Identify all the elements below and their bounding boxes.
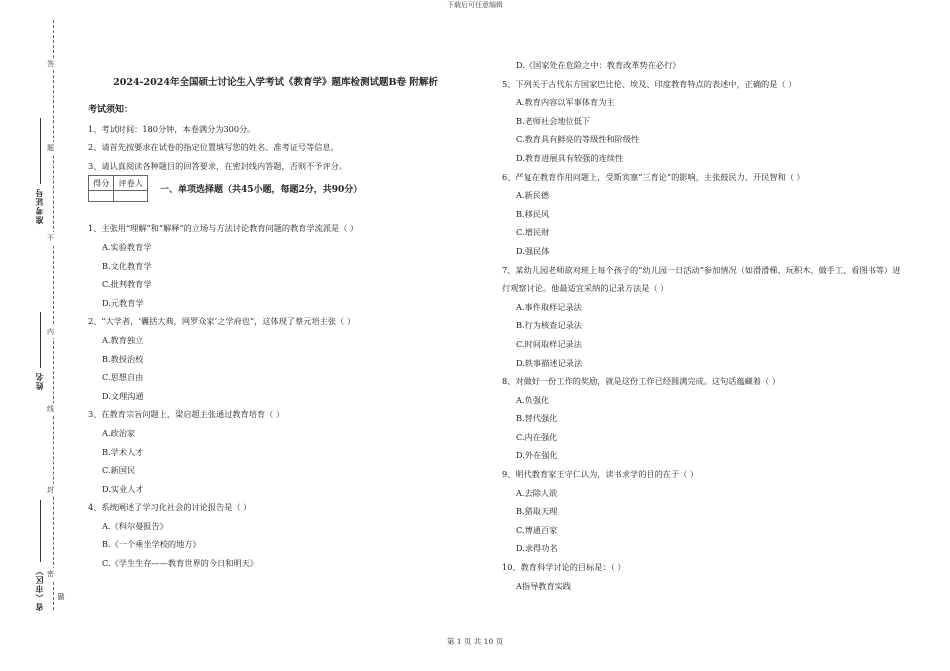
seal-char-mi: 密 [47, 570, 54, 578]
option: A.事件取样记录法 [516, 301, 582, 312]
binding-margin [0, 0, 70, 671]
option: B.老师社会地位低下 [516, 115, 591, 126]
option: D.文理沟通 [102, 390, 144, 401]
seal-char-ti-bottom: 题 [57, 592, 65, 600]
option: A.教育内容以军事体育为主 [516, 97, 615, 108]
option: B.学术人才 [102, 446, 144, 457]
seal-char-ti: 题 [47, 144, 54, 152]
seal-char-feng: 封 [47, 486, 54, 494]
score-cell-label: 得分 [89, 176, 114, 191]
option: C.新国民 [102, 465, 136, 476]
notice-heading: 考试须知： [88, 105, 134, 115]
option: B.猎取天理 [516, 506, 558, 517]
top-note: 下载后可任意编辑 [447, 1, 503, 9]
seal-line [53, 20, 54, 610]
question-text: 6、严复在教育作用问题上，受斯宾塞“三育论”的影响，主张鼓民力、开民智和（ ） [502, 171, 805, 182]
option: B.文化教育学 [102, 260, 152, 271]
option: C.《学生生存——教育世界的今日和明天》 [102, 558, 258, 569]
right-column [502, 56, 907, 595]
region-label: 省（市区） [34, 566, 44, 611]
option: C.博通百家 [516, 524, 558, 535]
option: C.批判教育学 [102, 279, 152, 290]
option: D.教育进展具有较强的连续性 [516, 152, 624, 163]
question-text: 1、主张用“理解”和“解释”的立场与方法讨论教育问题的教育学流派是（ ） [88, 223, 359, 234]
question-text: 2、“大学者，‘囊括大典，网罗众家’之学府也”，这体现了蔡元培主张（ ） [88, 316, 356, 327]
option: A.教育独立 [102, 334, 144, 345]
option: A.负强化 [516, 394, 550, 405]
option: B.替代强化 [516, 413, 558, 424]
grader-cell-label: 评卷人 [114, 176, 148, 191]
option: D.轶事描述记录法 [516, 357, 583, 368]
option: A.政治家 [102, 427, 136, 438]
score-section [88, 175, 463, 207]
ticket-number-label: 准考证号 [34, 188, 44, 224]
option: A.去除人欲 [516, 487, 558, 498]
option: B.行为核查记录法 [516, 320, 582, 331]
seal-char-da: 答 [47, 60, 54, 68]
notice-item: 2、请首先按要求在试卷的指定位置填写您的姓名、准考证号等信息。 [88, 142, 339, 153]
question-text: 5、下列关于古代东方国家巴比伦、埃及、印度教育特点的表述中，正确的是（ ） [502, 78, 797, 89]
option: C.时间取样记录法 [516, 338, 582, 349]
option: A.实验教育学 [102, 241, 152, 252]
option: C.教育具有鲜亮的等级性和阶级性 [516, 134, 640, 145]
left-question-list [88, 219, 463, 572]
option: C.思想自由 [102, 372, 144, 383]
notice-item: 1、考试时间：180分钟，本卷满分为300分。 [88, 123, 256, 134]
section-heading: 一、单项选择题（共45小题，每题2分，共90分） [159, 185, 363, 196]
exam-title: 2024-2024年全国硕士讨论生入学考试《教育学》题库检测试题B卷 附解析 [113, 77, 438, 88]
score-cell [89, 191, 114, 202]
option: D.元教育学 [102, 297, 144, 308]
question-text: 10、教育科学讨论的目标是：（ ） [502, 562, 626, 573]
region-blank [40, 500, 41, 562]
question-text: 7、某幼儿园老师欲对班上每个孩子的“幼儿园一日活动”参加情况（如滑滑梯、玩积木、做手工、看图书等）进行观察讨论。他最适宜采纳的记录方法是（ ） [502, 264, 901, 294]
question-text: 4、系统阐述了学习化社会的讨论报告是（ ） [88, 502, 252, 513]
page-footer: 第 1 页 共 10 页 [446, 637, 504, 646]
option: D.强民体 [516, 245, 550, 256]
option: D.《国家处在危险之中：教育改革势在必行》 [516, 60, 681, 70]
option: B.《一个乘坐学校的地方》 [102, 539, 201, 550]
grader-cell [114, 191, 148, 202]
option: C.内在强化 [516, 431, 558, 442]
question-text: 3、在教育宗旨问题上，梁启超主张通过教育培育（ ） [88, 409, 285, 420]
left-column [88, 72, 463, 573]
notice-item: 3、请认真阅读各种题目的回答要求，在密封线内答题，否则不予评分。 [88, 160, 348, 171]
right-question-list [502, 75, 907, 596]
seal-char-xian: 线 [47, 405, 54, 413]
option: D.实业人才 [102, 483, 144, 494]
option: A指导教育实践 [516, 580, 572, 591]
name-blank [40, 312, 41, 368]
score-table [88, 175, 148, 202]
option: A.《科尔曼报告》 [102, 520, 168, 531]
name-label: 姓名 [34, 372, 44, 390]
option: C.增民财 [516, 227, 550, 238]
option: A.新民德 [516, 190, 550, 201]
option: D.求得功名 [516, 543, 558, 554]
question-text: 9、明代教育家王守仁认为，读书求学的目的在于（ ） [502, 469, 699, 480]
seal-char-bu: 不 [47, 234, 54, 242]
question-text: 8、对做好一份工作的奖励，就是这份工作已经圆满完成。这句话蕴藏着（ ） [502, 376, 781, 387]
option: B.移民风 [516, 208, 550, 219]
option: B.教授治校 [102, 353, 144, 364]
seal-char-nei: 内 [47, 328, 54, 336]
option: D.外在强化 [516, 450, 558, 461]
ticket-number-blank [40, 118, 41, 184]
